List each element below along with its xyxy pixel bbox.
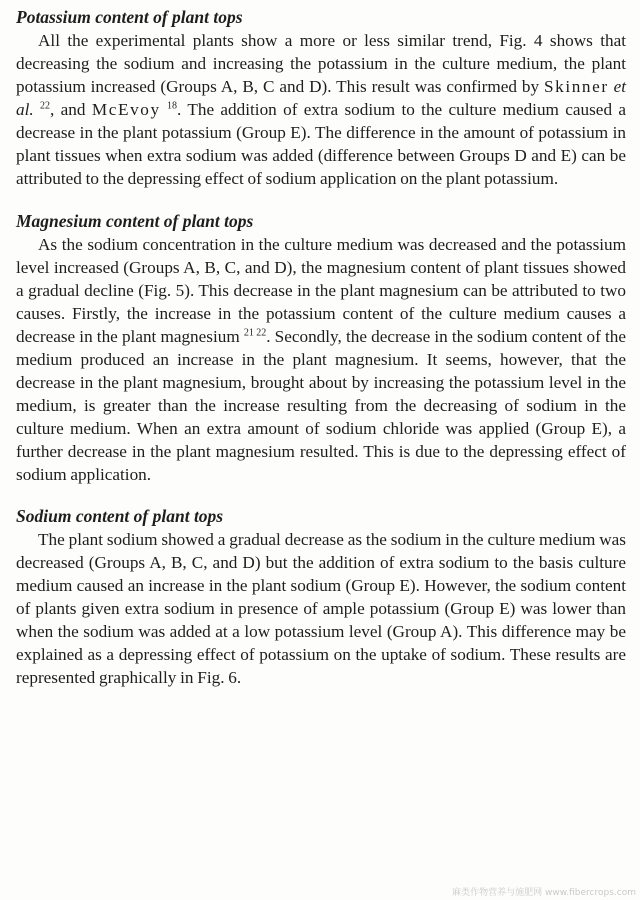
section-magnesium	[16, 210, 626, 486]
citation-ref: 21 22	[243, 327, 267, 339]
paragraph-text: The plant sodium showed a gradual decrease as the sodium in the culture medium was decreased (Groups A, B, C, and D) but the addition of extra sodium to the basis culture medium caused an increase in the plant sodium (Group E). However, the sodium content of plants given extra sodium in presence of ample potassium (Group E) was lower than when the sodium was added at a low potassium level (Group A). This difference may be explained as a depressing effect of potassium on the uptake of sodium. These results are represented graphically in Fig. 6.	[16, 530, 626, 687]
section-paragraph	[16, 233, 626, 486]
site-watermark: 麻类作物营养与施肥网 www.fibercrops.com	[452, 888, 636, 898]
section-paragraph	[16, 29, 626, 190]
author-name: McEvoy	[91, 100, 161, 119]
citation-ref: 18	[167, 100, 178, 112]
section-spacer	[16, 486, 626, 505]
section-heading: Sodium content of plant tops	[16, 506, 224, 526]
paragraph-text: , and	[50, 100, 92, 119]
section-paragraph	[16, 528, 626, 689]
citation-ref: 22	[40, 100, 51, 112]
italic-text: et al.	[16, 77, 627, 119]
section-heading: Magnesium content of plant tops	[16, 211, 254, 231]
paragraph-text: All the experimental plants show a more or less similar trend, Fig. 4 shows that decreasing the sodium and increasing the potassium in the culture medium, the plant potassium increased (Groups A, B, C and D). This result was confirmed by	[16, 31, 626, 96]
section-sodium	[16, 505, 626, 689]
paragraph-text: . The addition of extra sodium to the culture medium caused a decrease in the plant potassium (Group E). The difference in the amount of potassium in plant tissues when extra sodium was added (difference between Groups D and E) can be attributed to the depressing effect of sodium application on the plant potassium.	[16, 100, 627, 188]
section-heading: Potassium content of plant tops	[16, 7, 243, 27]
author-name: Skinner	[544, 77, 609, 96]
paragraph-text: . Secondly, the decrease in the sodium content of the medium produced an increase in the plant magnesium. It seems, however, that the decrease in the plant magnesium, brought about by increasing the potassium level in the medium, is greater than the increase resulting from the decreasing of sodium in the culture medium. When an extra amount of sodium chloride was applied (Group E), a further decrease in the plant magnesium resulted. This is due to the depressing effect of sodium application.	[16, 327, 627, 484]
section-potassium	[16, 6, 626, 190]
section-spacer	[16, 190, 626, 210]
paragraph-text: As the sodium concentration in the culture medium was decreased and the potassium level increased (Groups A, B, C, and D), the magnesium content of plant tissues showed a gradual decline (Fig. 5). This decrease in the plant magnesium can be attributed to two causes. Firstly, the increase in the potassium content of the culture medium causes a decrease in the plant magnesium	[16, 235, 626, 346]
